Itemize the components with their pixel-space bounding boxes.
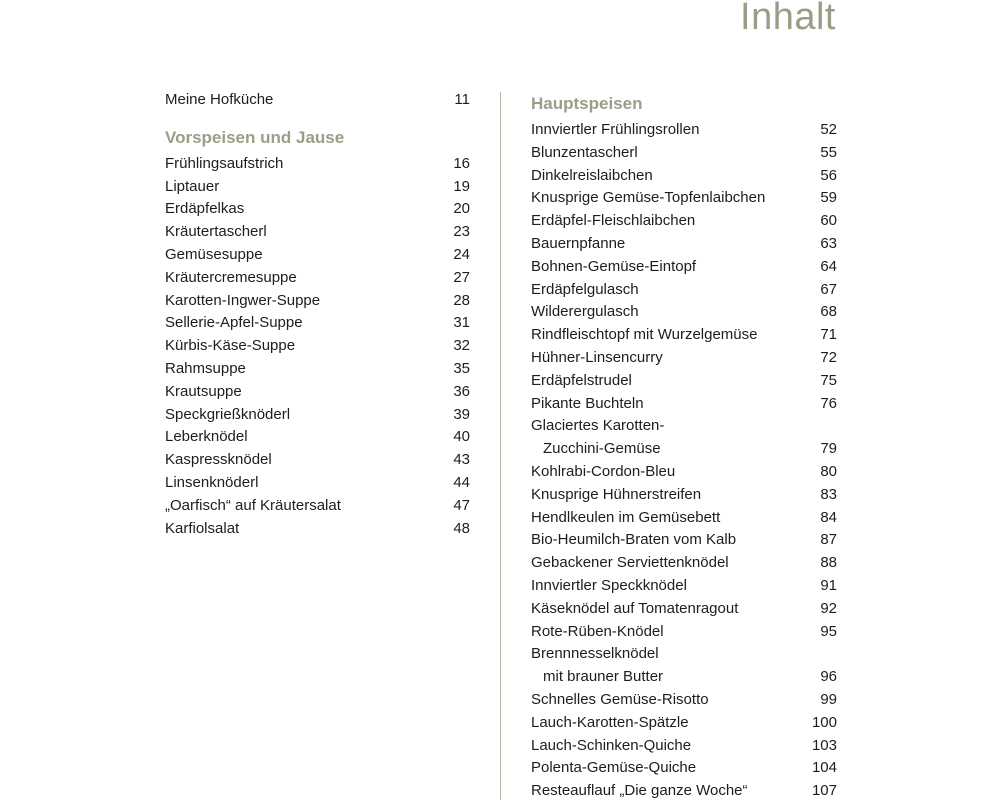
toc-entry-title: Liptauer [165, 177, 220, 195]
toc-entry-page: 71 [820, 326, 837, 344]
column-divider [500, 92, 501, 800]
toc-entry-page: 96 [820, 668, 837, 686]
toc-entry-page: 91 [820, 576, 837, 594]
toc-entry[interactable] [531, 301, 837, 324]
toc-entry[interactable] [165, 495, 470, 518]
toc-entry[interactable] [531, 552, 837, 575]
toc-entry-title: Zucchini-Gemüse [543, 440, 661, 458]
toc-entry-continuation[interactable] [531, 438, 837, 461]
toc-entry[interactable] [165, 244, 470, 267]
toc-entry-page: 80 [820, 462, 837, 480]
toc-entry-title: Erdäpfelgulasch [531, 280, 639, 298]
toc-entry-page: 72 [820, 348, 837, 366]
toc-entry-page: 60 [820, 212, 837, 230]
toc-left-column [165, 89, 470, 540]
toc-entry-title: „Oarfisch“ auf Kräutersalat [165, 496, 341, 514]
toc-entry-page: 44 [453, 473, 470, 491]
toc-entry[interactable] [531, 187, 837, 210]
toc-entry-page: 24 [453, 245, 470, 263]
toc-entry-title: Speckgrießknöderl [165, 405, 291, 423]
toc-list [531, 119, 837, 803]
toc-entry-page: 87 [820, 531, 837, 549]
toc-entry[interactable] [531, 529, 837, 552]
toc-entry[interactable] [531, 370, 837, 393]
toc-list [165, 153, 470, 541]
toc-entry[interactable] [531, 461, 837, 484]
toc-entry-title: Lauch-Karotten-Spätzle [531, 713, 689, 731]
toc-entry-title: Kohlrabi-Cordon-Bleu [531, 462, 676, 480]
toc-entry-page: 19 [453, 177, 470, 195]
toc-entry[interactable] [165, 335, 470, 358]
toc-entry[interactable] [531, 621, 837, 644]
page-title: Inhalt [740, 0, 836, 38]
toc-entry[interactable] [531, 393, 837, 416]
toc-entry-page: 107 [811, 782, 837, 800]
toc-entry-page: 27 [453, 268, 470, 286]
toc-entry-title: Käseknödel auf Tomatenragout [531, 599, 739, 617]
toc-entry-page: 99 [820, 690, 837, 708]
toc-entry-title: Karotten-Ingwer-Suppe [165, 291, 321, 309]
toc-entry-page: 104 [811, 759, 837, 777]
toc-entry-continuation[interactable] [531, 666, 837, 689]
toc-entry[interactable] [165, 153, 470, 176]
toc-entry-page: 31 [453, 314, 470, 332]
toc-entry-page: 52 [820, 121, 837, 138]
toc-entry[interactable] [165, 449, 470, 472]
toc-entry-title: Kräutertascherl [165, 223, 267, 241]
toc-entry-title: Glaciertes Karotten- [531, 417, 665, 435]
toc-entry-title: Frühlingsaufstrich [165, 154, 284, 172]
toc-entry-page: 35 [453, 359, 470, 377]
toc-entry[interactable] [165, 358, 470, 381]
toc-entry[interactable] [165, 290, 470, 313]
toc-entry[interactable] [165, 472, 470, 495]
toc-entry-title: Linsenknöderl [165, 473, 259, 491]
toc-entry-title: Sellerie-Apfel-Suppe [165, 314, 303, 332]
toc-entry[interactable] [165, 267, 470, 290]
toc-entry-page: 20 [453, 200, 470, 218]
toc-entry-page: 39 [453, 405, 470, 423]
toc-entry[interactable] [165, 518, 470, 541]
toc-entry[interactable] [531, 712, 837, 735]
toc-entry-page: 63 [820, 234, 837, 252]
toc-entry[interactable] [531, 233, 837, 256]
toc-entry[interactable] [531, 324, 837, 347]
toc-entry-title: Erdäpfelkas [165, 200, 245, 218]
section-heading-vorspeisen: Vorspeisen und Jause [165, 127, 345, 147]
toc-entry[interactable] [531, 689, 837, 712]
toc-entry[interactable] [531, 575, 837, 598]
toc-entry[interactable] [531, 119, 837, 142]
toc-entry-page: 68 [820, 303, 837, 321]
toc-right-column [531, 89, 837, 803]
toc-entry[interactable] [531, 256, 837, 279]
toc-entry[interactable] [165, 198, 470, 221]
toc-entry-page: 67 [820, 280, 837, 298]
toc-entry-page: 40 [453, 428, 470, 446]
toc-entry-title: Dinkelreislaibchen [531, 166, 653, 184]
section-heading-hauptspeisen: Hauptspeisen [531, 94, 643, 113]
toc-entry-title: Innviertler Frühlingsrollen [531, 121, 700, 138]
toc-entry-page: 59 [820, 189, 837, 207]
toc-entry[interactable] [165, 404, 470, 427]
toc-entry-page: 95 [820, 622, 837, 640]
toc-entry[interactable] [531, 643, 837, 666]
toc-entry-page: 75 [820, 371, 837, 389]
toc-entry[interactable] [165, 381, 470, 404]
toc-entry[interactable] [531, 142, 837, 165]
toc-entry-page: 64 [820, 257, 837, 275]
toc-entry[interactable] [531, 757, 837, 780]
toc-entry[interactable] [531, 210, 837, 233]
toc-entry[interactable] [165, 312, 470, 335]
toc-entry-title: Kürbis-Käse-Suppe [165, 337, 296, 355]
toc-entry-title: Gebackener Serviettenknödel [531, 554, 729, 572]
toc-entry-title: Rote-Rüben-Knödel [531, 622, 664, 640]
toc-entry[interactable] [531, 279, 837, 302]
toc-entry-title: Leberknödel [165, 428, 248, 446]
toc-entry-page: 16 [453, 154, 470, 172]
toc-entry-title: Wilderergulasch [531, 303, 639, 321]
toc-entry[interactable] [531, 735, 837, 758]
toc-entry-title: Hühner-Linsencurry [531, 348, 663, 366]
toc-entry-title: Innviertler Speckknödel [531, 576, 687, 594]
toc-entry-title: Gemüsesuppe [165, 245, 263, 263]
toc-entry-title: Kaspressknödel [165, 451, 272, 469]
toc-entry-page: 88 [820, 554, 837, 572]
toc-entry-title: Meine Hofküche [165, 91, 274, 108]
toc-entry-title: Bauernpfanne [531, 234, 626, 252]
toc-entry-title: Bohnen-Gemüse-Eintopf [531, 257, 697, 275]
toc-entry-title: Knusprige Hühnerstreifen [531, 485, 702, 503]
toc-entry-page: 32 [453, 337, 470, 355]
toc-entry-title: Bio-Heumilch-Braten vom Kalb [531, 531, 737, 549]
toc-entry-title: Blunzentascherl [531, 143, 638, 161]
toc-entry[interactable] [165, 426, 470, 449]
toc-entry-title: Hendlkeulen im Gemüsebett [531, 508, 721, 526]
toc-entry-title: Krautsuppe [165, 382, 242, 400]
toc-entry-title: Erdäpfel-Fleischlaibchen [531, 212, 696, 230]
toc-entry[interactable] [531, 507, 837, 530]
toc-entry-page: 100 [811, 713, 837, 731]
toc-entry-title: Karfiolsalat [165, 519, 240, 537]
toc-entry[interactable] [531, 415, 837, 438]
toc-entry-title: Pikante Buchteln [531, 394, 644, 412]
toc-entry-page: 56 [820, 166, 837, 184]
toc-entry-title: Rahmsuppe [165, 359, 246, 377]
toc-entry-page: 11 [454, 91, 470, 108]
toc-entry-page: 92 [820, 599, 837, 617]
toc-entry[interactable] [531, 598, 837, 621]
toc-entry-page: 103 [811, 736, 837, 754]
toc-entry-page: 79 [820, 440, 837, 458]
toc-entry[interactable] [531, 484, 837, 507]
toc-entry-page: 47 [453, 496, 470, 514]
toc-entry-page: 76 [820, 394, 837, 412]
toc-entry-title: Erdäpfelstrudel [531, 371, 632, 389]
toc-entry[interactable] [165, 221, 470, 244]
toc-entry-page: 83 [820, 485, 837, 503]
toc-entry-page: 36 [453, 382, 470, 400]
toc-entry[interactable] [531, 780, 837, 803]
toc-entry-title: Lauch-Schinken-Quiche [531, 736, 692, 754]
toc-entry-page: 48 [453, 519, 470, 537]
toc-entry-title: Schnelles Gemüse-Risotto [531, 690, 709, 708]
toc-entry-page: 23 [453, 223, 470, 241]
toc-entry[interactable] [531, 347, 837, 370]
toc-entry[interactable] [165, 89, 470, 112]
toc-entry-page: 84 [820, 508, 837, 526]
toc-entry-page: 28 [453, 291, 470, 309]
toc-entry-title: Rindfleischtopf mit Wurzelgemüse [531, 326, 758, 344]
toc-entry-title: Kräutercremesuppe [165, 268, 297, 286]
toc-entry-title: mit brauner Butter [543, 668, 664, 686]
toc-entry[interactable] [165, 176, 470, 199]
toc-entry[interactable] [531, 165, 837, 188]
toc-entry-page: 55 [820, 143, 837, 161]
toc-entry-title: Brennnesselknödel [531, 645, 659, 663]
toc-entry-title: Knusprige Gemüse-Topfenlaibchen [531, 189, 766, 207]
toc-entry-title: Resteauflauf „Die ganze Woche“ [531, 782, 748, 800]
toc-entry-page: 43 [453, 451, 470, 469]
toc-entry-title: Polenta-Gemüse-Quiche [531, 759, 697, 777]
